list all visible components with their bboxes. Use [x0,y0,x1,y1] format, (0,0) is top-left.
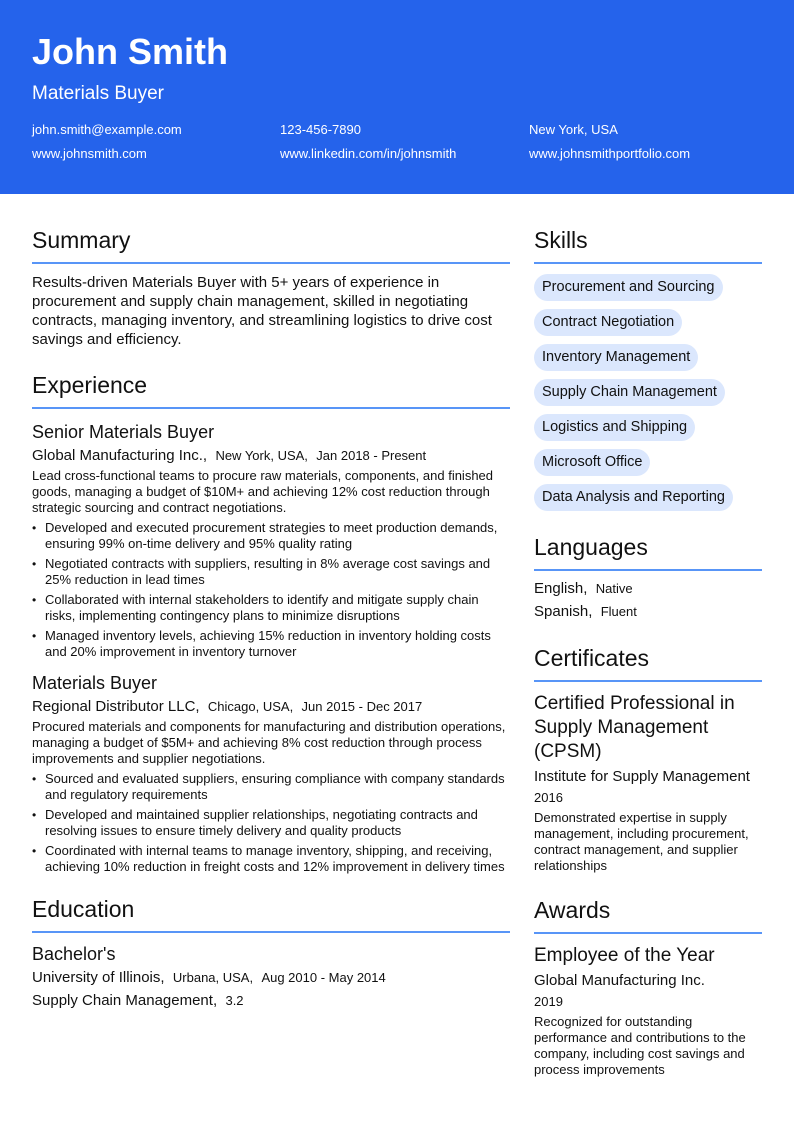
award-year: 2019 [534,994,563,1009]
location-text: New York, USA [529,122,618,137]
job-company: Global Manufacturing Inc., [32,447,208,464]
section-divider [32,262,510,264]
section-title-languages: Languages [534,534,648,560]
job-bullets [32,520,510,660]
right-column [534,224,762,1078]
job-bullet: • Developed and executed procurement strategies to meet production demands, ensuring 99% on-time delivery and 95% quality rating [32,520,510,552]
job-meta [32,697,510,717]
job-bullet: • Negotiated contracts with suppliers, resulting in 8% average cost savings and 25% reduction in lead times [32,556,510,588]
linkedin-link[interactable]: www.linkedin.com/in/johnsmith [280,146,457,161]
portfolio-link[interactable]: www.johnsmithportfolio.com [529,146,691,161]
certificates-section [534,642,762,874]
skill-chip: Procurement and Sourcing [534,274,723,301]
award-description: Recognized for outstanding performance and contributions to the company, including cost savings and process improvements [534,1014,746,1077]
certificate-name: Certified Professional in Supply Management (CPSM) [534,693,735,762]
section-divider [32,931,510,933]
phone-number[interactable]: 123-456-7890 [280,122,361,137]
job-meta [32,446,510,466]
skill-chip: Contract Negotiation [534,309,682,336]
section-title-education: Education [32,896,135,922]
skill-chip: Logistics and Shipping [534,414,695,441]
skills-list [534,270,762,511]
job-bullets [32,771,510,875]
languages-section [534,531,762,622]
job-bullet: • Coordinated with internal teams to manage inventory, shipping, and receiving, achieving 10% reduction in freight costs and 12% improvement in delivery times [32,843,510,875]
language-name: Spanish, [534,603,593,620]
education-section [32,893,510,1011]
job-description: Lead cross-functional teams to procure raw materials, components, and finished goods, managing a budget of $10M+ and achieving 12% cost reduction through strategic sourcing and contract negotiations. [32,468,494,515]
section-divider [32,407,510,409]
resume-header [0,0,794,194]
section-divider [534,569,762,571]
job-location: Chicago, USA, [207,699,294,714]
section-title-summary: Summary [32,227,131,253]
summary-section [32,224,510,349]
skills-section [534,224,762,511]
job-bullet: • Sourced and evaluated suppliers, ensuring compliance with company standards and regulatory requirements [32,771,510,803]
section-divider [534,262,762,264]
job-bullet: • Developed and maintained supplier relationships, negotiating contracts and resolving issues to ensure timely delivery and quality products [32,807,510,839]
language-level: Fluent [600,604,637,619]
education-field-row [32,991,510,1011]
education-dates: Aug 2010 - May 2014 [261,970,386,985]
language-row [534,579,762,599]
section-divider [534,680,762,682]
summary-text: Results-driven Materials Buyer with 5+ years of experience in procurement and supply chain management, skilled in negotiating contracts, managing inventory, and streamlining logistics to drive cost savings and efficiency. [32,274,492,348]
awards-section [534,894,762,1078]
job-location: New York, USA, [215,448,308,463]
education-degree: Bachelor's [32,944,116,964]
education-field: Supply Chain Management, [32,992,218,1009]
certificate-year: 2016 [534,790,563,805]
job-dates: Jun 2015 - Dec 2017 [301,699,423,714]
award-organization: Global Manufacturing Inc. [534,972,705,989]
skill-chip: Inventory Management [534,344,698,371]
language-level: Native [595,581,633,596]
section-title-skills: Skills [534,227,588,253]
experience-entry [32,672,510,875]
section-title-experience: Experience [32,372,148,398]
job-description: Procured materials and components for manufacturing and distribution operations, managing a budget of $5M+ and achieving 8% cost reduction through process improvements and supplier negotiations. [32,719,506,766]
language-name: English, [534,580,588,597]
skill-chip: Data Analysis and Reporting [534,484,733,511]
job-company: Regional Distributor LLC, [32,698,200,715]
email-link[interactable]: john.smith@example.com [32,122,182,137]
education-school: University of Illinois, [32,969,165,986]
education-gpa: 3.2 [225,993,244,1008]
certificate-description: Demonstrated expertise in supply management, including procurement, contract management, and supplier relationships [534,810,749,873]
job-dates: Jan 2018 - Present [316,448,427,463]
education-meta [32,968,510,988]
experience-section [32,369,510,875]
education-location: Urbana, USA, [172,970,254,985]
section-title-certificates: Certificates [534,645,650,671]
skill-chip: Microsoft Office [534,449,650,476]
experience-entry [32,421,510,660]
skill-chip: Supply Chain Management [534,379,725,406]
job-bullet: • Managed inventory levels, achieving 15% reduction in inventory holding costs and 20% improvement in inventory turnover [32,628,510,660]
award-name: Employee of the Year [534,945,715,966]
section-divider [534,932,762,934]
candidate-name: John Smith [32,31,228,72]
certificate-issuer: Institute for Supply Management [534,768,750,785]
job-title: Materials Buyer [32,673,158,693]
candidate-role: Materials Buyer [32,83,164,104]
section-title-awards: Awards [534,897,611,923]
left-column [32,224,510,1011]
language-row [534,602,762,622]
website-link[interactable]: www.johnsmith.com [32,146,147,161]
job-bullet: • Collaborated with internal stakeholders to identify and mitigate supply chain risks, implementing contingency plans to minimize disruptions [32,592,510,624]
job-title: Senior Materials Buyer [32,422,215,442]
